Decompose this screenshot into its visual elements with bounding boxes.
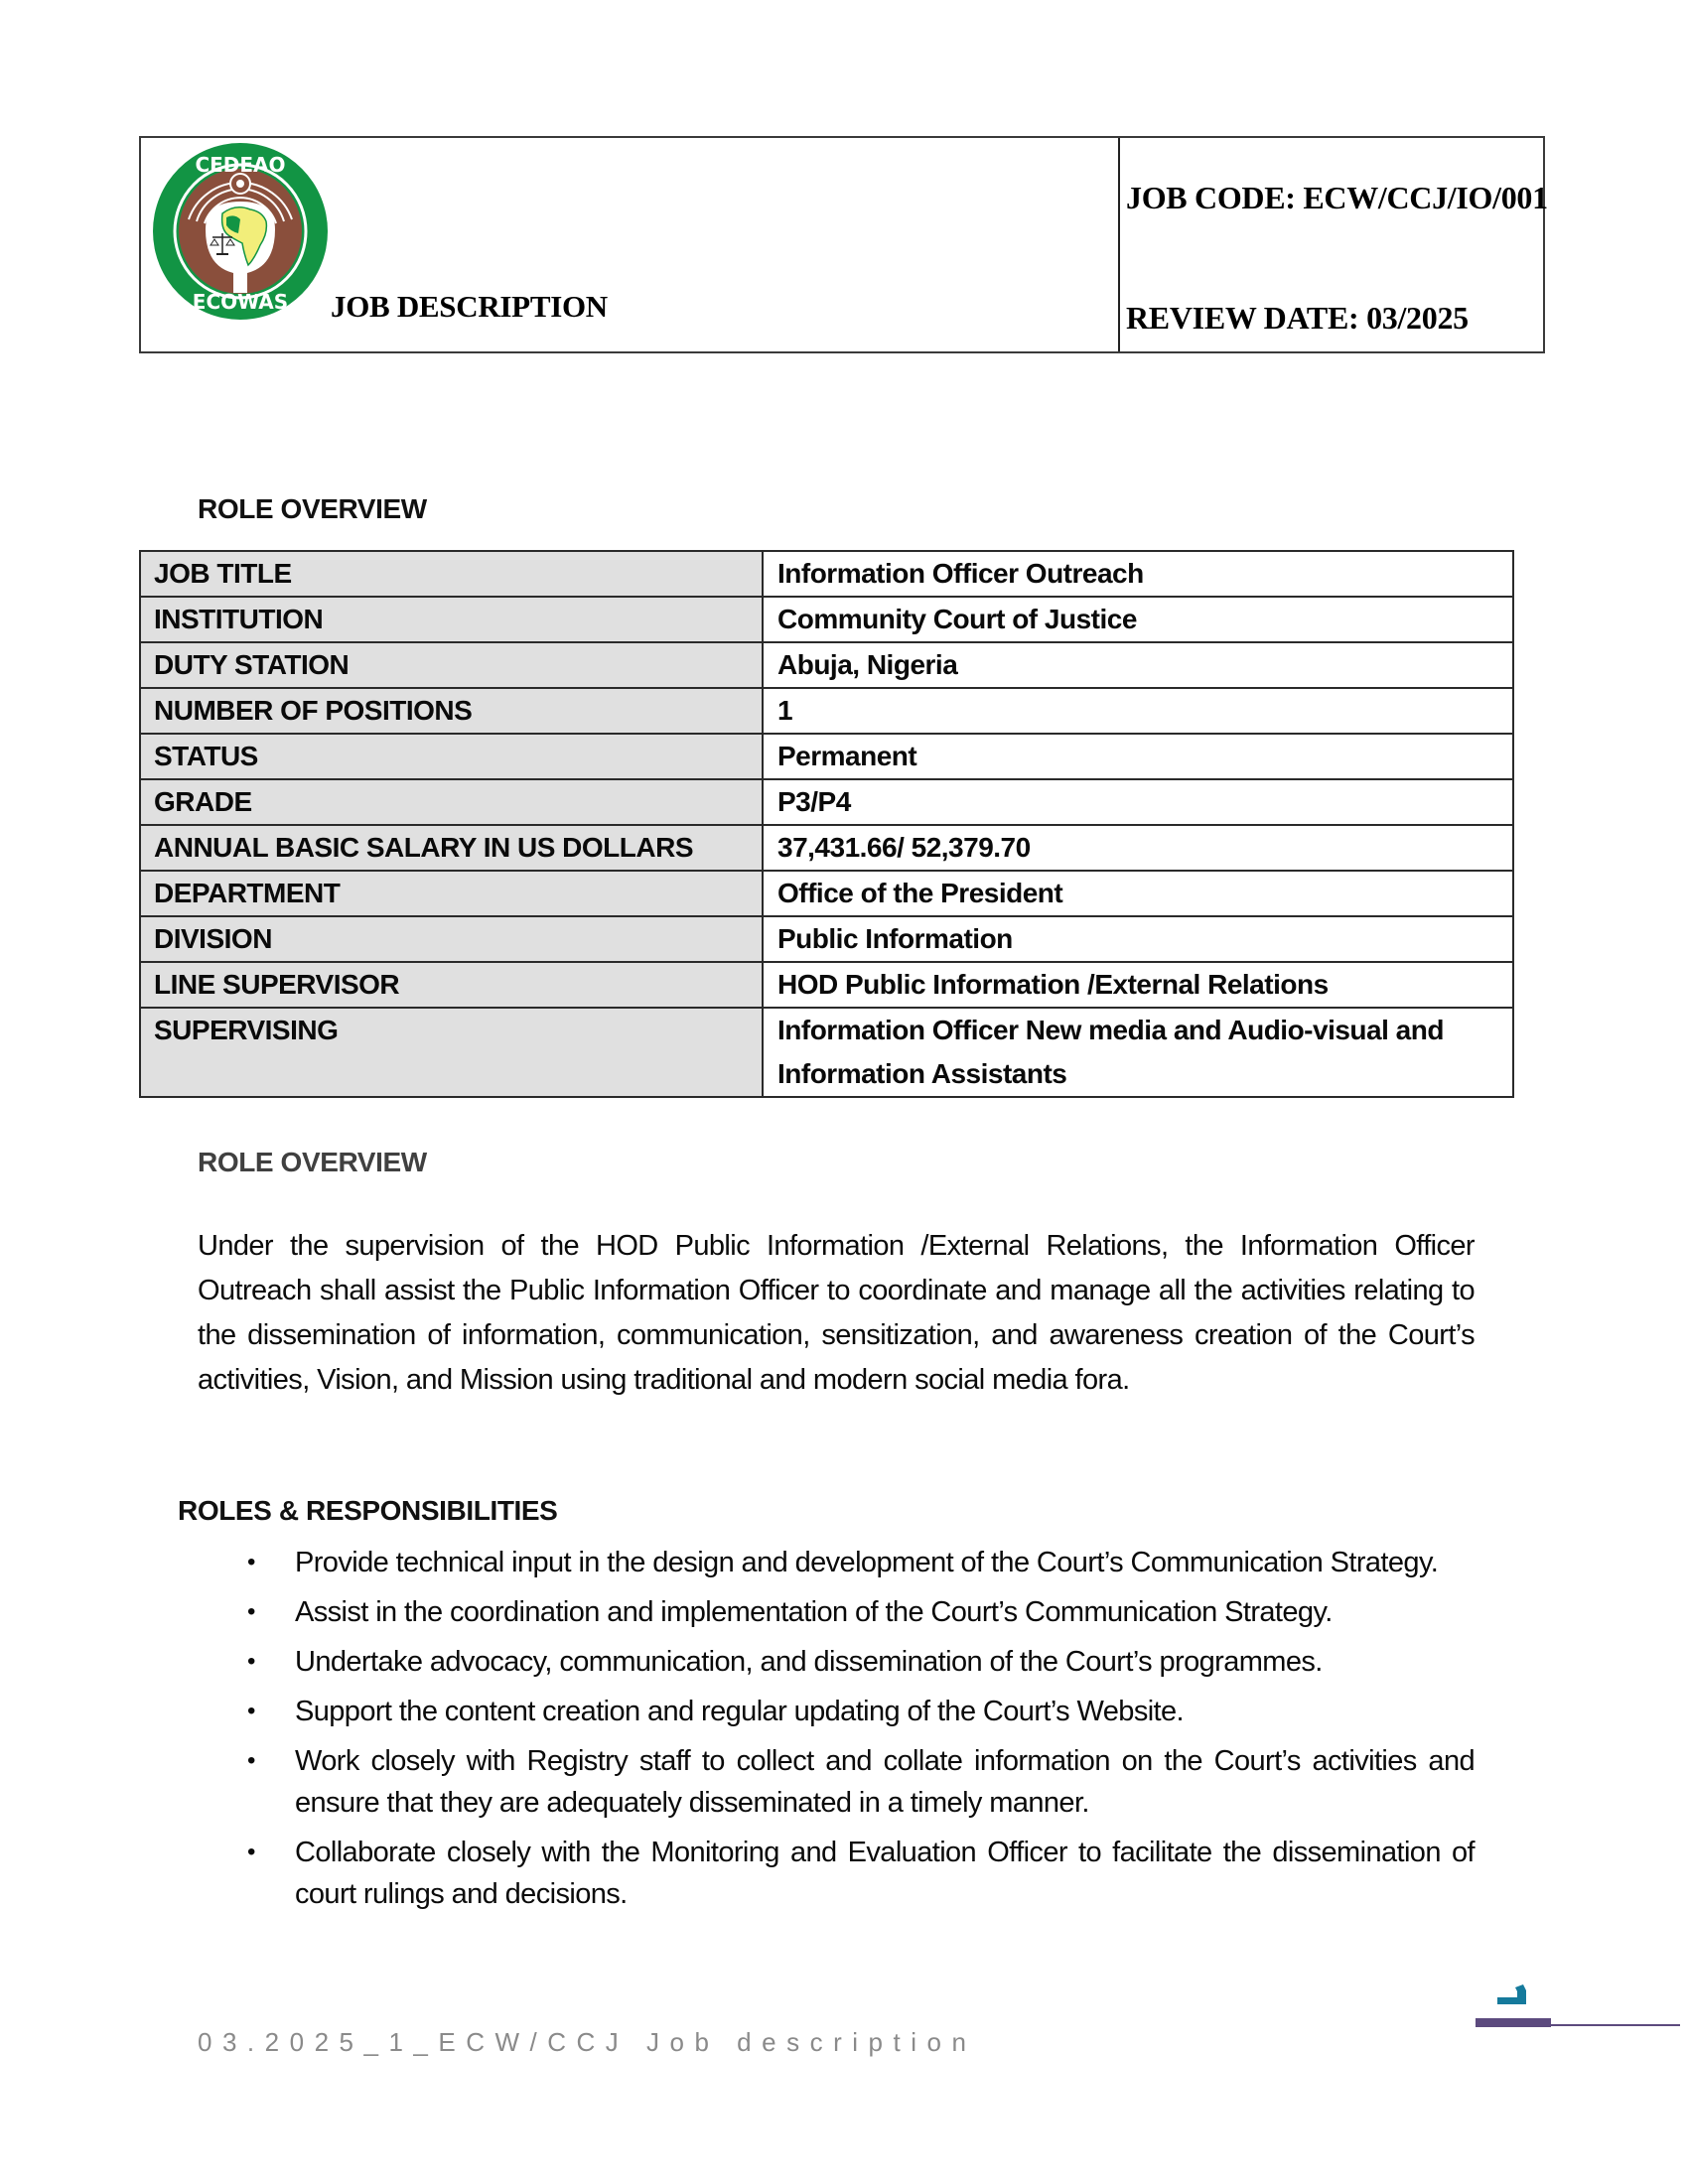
bullet-icon: •: [247, 1839, 255, 1865]
table-row: [140, 642, 1513, 688]
row-label: DIVISION: [140, 916, 763, 962]
responsibilities-list: [198, 1542, 1475, 1923]
row-value: P3/P4: [763, 779, 1513, 825]
row-label: DUTY STATION: [140, 642, 763, 688]
row-label: STATUS: [140, 734, 763, 779]
logo-top-text: CEDEAO: [195, 153, 286, 177]
row-value: Information Officer New media and Audio-visual and Information Assistants: [763, 1008, 1513, 1097]
row-value: HOD Public Information /External Relations: [763, 962, 1513, 1008]
table-row: [140, 916, 1513, 962]
table-row: [140, 551, 1513, 597]
row-value: Public Information: [763, 916, 1513, 962]
table-row: [140, 825, 1513, 871]
list-item: [198, 1641, 1475, 1683]
page-number-glyph: [1497, 1984, 1526, 2004]
footer-rule-thick: [1476, 2018, 1551, 2027]
row-label: INSTITUTION: [140, 597, 763, 642]
table-row: [140, 779, 1513, 825]
role-overview-paragraph: Under the supervision of the HOD Public Information /External Relations, the Information Officer Outreach shall assist the Public Information Officer to coordinate and manage all the activities relating to the dissemination of information, communication, sensitization, and awareness creation of the Court’s activities, Vision, and Mission using traditional and modern social media fora.: [198, 1230, 1475, 1396]
list-item: [198, 1832, 1475, 1915]
list-item: [198, 1542, 1475, 1583]
bullet-icon: •: [247, 1747, 255, 1774]
role-overview-section-heading: ROLE OVERVIEW: [198, 1147, 427, 1177]
row-label: ANNUAL BASIC SALARY IN US DOLLARS: [140, 825, 763, 871]
row-value: Information Officer Outreach: [763, 551, 1513, 597]
table-row: [140, 734, 1513, 779]
table-row: [140, 688, 1513, 734]
list-item-text: Provide technical input in the design and development of the Court’s Communication Strategy.: [295, 1547, 1439, 1578]
bullet-icon: •: [247, 1648, 255, 1675]
row-value: 1: [763, 688, 1513, 734]
list-item-text: Assist in the coordination and implementation of the Court’s Communication Strategy.: [295, 1596, 1333, 1628]
list-item: [198, 1691, 1475, 1732]
row-label: SUPERVISING: [140, 1008, 763, 1097]
bullet-icon: •: [247, 1598, 255, 1625]
table-row: [140, 871, 1513, 916]
page-number-mark: [1476, 1961, 1684, 2030]
list-item: [198, 1740, 1475, 1824]
footer-document-label: 03.2025_1_ECW/CCJ Job description: [198, 2027, 977, 2057]
responsibilities-heading: ROLES & RESPONSIBILITIES: [178, 1495, 558, 1526]
row-label: JOB TITLE: [140, 551, 763, 597]
document-title: JOB DESCRIPTION: [331, 289, 608, 324]
row-value: Abuja, Nigeria: [763, 642, 1513, 688]
table-row: [140, 597, 1513, 642]
footer-rule-thin: [1551, 2024, 1680, 2026]
ecowas-logo-icon: [151, 142, 330, 321]
review-date: REVIEW DATE: 03/2025: [1126, 300, 1469, 336]
row-value: Permanent: [763, 734, 1513, 779]
header-divider: [1118, 138, 1120, 351]
list-item-text: Collaborate closely with the Monitoring and Evaluation Officer to facilitate the dissemination of court rulings and decisions.: [295, 1837, 1475, 1910]
role-overview-table: [139, 550, 1514, 1098]
list-item-text: Work closely with Registry staff to collect and collate information on the Court’s activities and ensure that they are adequately disseminated in a timely manner.: [295, 1745, 1475, 1819]
list-item-text: Undertake advocacy, communication, and dissemination of the Court’s programmes.: [295, 1646, 1323, 1678]
list-item: [198, 1591, 1475, 1633]
role-overview-heading: ROLE OVERVIEW: [198, 493, 427, 524]
table-row: [140, 962, 1513, 1008]
logo-bottom-text: ECOWAS: [192, 290, 289, 314]
row-label: GRADE: [140, 779, 763, 825]
bullet-icon: •: [247, 1698, 255, 1724]
list-item-text: Support the content creation and regular updating of the Court’s Website.: [295, 1696, 1185, 1727]
bullet-icon: •: [247, 1549, 255, 1575]
job-code: JOB CODE: ECW/CCJ/IO/001: [1126, 180, 1548, 215]
row-label: DEPARTMENT: [140, 871, 763, 916]
document-header: [139, 136, 1548, 353]
row-label: LINE SUPERVISOR: [140, 962, 763, 1008]
table-row: [140, 1008, 1513, 1097]
row-value: Office of the President: [763, 871, 1513, 916]
row-value: 37,431.66/ 52,379.70: [763, 825, 1513, 871]
row-label: NUMBER OF POSITIONS: [140, 688, 763, 734]
row-value: Community Court of Justice: [763, 597, 1513, 642]
